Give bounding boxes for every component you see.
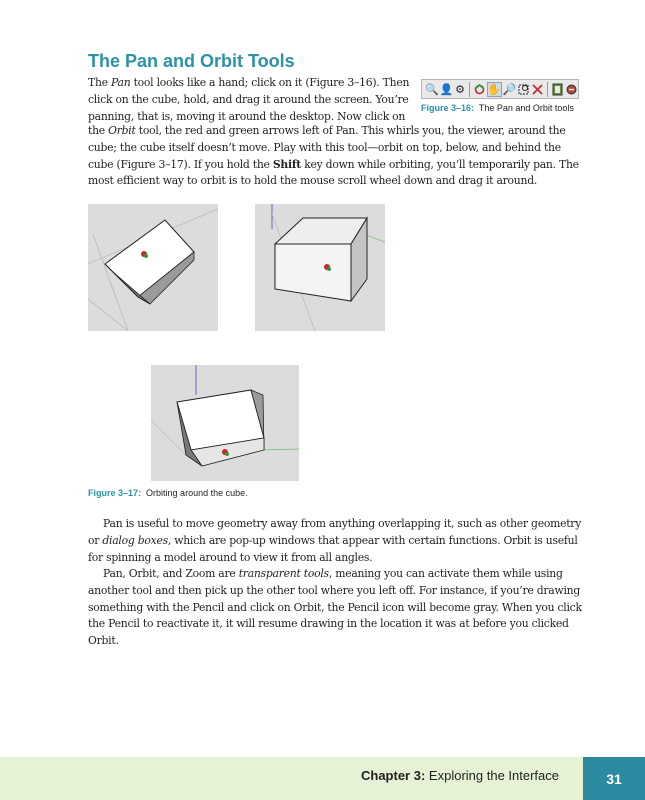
pan-icon: ✋ xyxy=(487,82,501,96)
orbit-view-2-image xyxy=(255,204,385,331)
intro-paragraph-top xyxy=(88,75,413,125)
page-number: 31 xyxy=(583,757,645,800)
para2-line-1: Pan is useful to move geometry away from anything overlapping it, such as other geometry xyxy=(103,517,582,530)
camera-toolbar xyxy=(421,79,579,99)
zoom-icon: 🔎 xyxy=(502,82,517,96)
intro-line-4: the Orbit tool, the red and green arrows left of Pan. This whirls you, the viewer, around the xyxy=(88,124,566,137)
page-footer xyxy=(0,757,583,800)
figure-3-17-caption: Figure 3–17: Orbiting around the cube. xyxy=(88,488,248,498)
para3-line-4: the Pencil to reactivate it, it will resume drawing in the location it was at before you clicked xyxy=(88,617,569,631)
intro-line-3: panning, that is, moving it around the desktop. Now click on xyxy=(88,109,406,123)
para2-line-2: or dialog boxes, which are pop-up windows that appear with certain functions. Orbit is useful xyxy=(88,533,578,547)
zoom-window-icon xyxy=(517,82,530,97)
walk-icon: ⚙ xyxy=(455,82,466,96)
para3-line-1: Pan, Orbit, and Zoom are transparent tools, meaning you can activate them while using xyxy=(103,567,563,580)
section-title: The Pan and Orbit Tools xyxy=(88,51,295,71)
position-camera-icon: 👤 xyxy=(439,82,454,96)
previous-view-icon xyxy=(551,82,564,97)
paragraph-pan-usage xyxy=(88,516,582,566)
orbit-view-1-image xyxy=(88,204,218,331)
figure-3-16-caption: Figure 3–16: The Pan and Orbit tools xyxy=(421,103,574,113)
intro-line-2: click on the cube, hold, and drag it around the screen. You’re xyxy=(88,92,409,106)
zoom-window-icon: 🔍 xyxy=(425,82,439,96)
intro-line-5: cube; the cube itself doesn’t move. Play with this tool—orbit on top, below, and behind the xyxy=(88,140,561,154)
toolbar-divider xyxy=(469,82,470,97)
toolbar-divider xyxy=(547,82,548,97)
orbit-icon xyxy=(473,82,486,97)
intro-line-6: cube (Figure 3–17). If you hold the Shift key down while orbiting, you’ll temporarily pan. The xyxy=(88,157,579,171)
para3-line-2: another tool and then pick up the other tool where you left off. For instance, if you’re drawing xyxy=(88,583,581,597)
intro-paragraph-bottom xyxy=(88,123,578,190)
para3-line-5: Orbit. xyxy=(88,634,119,648)
next-view-icon xyxy=(565,82,578,97)
orbit-view-3-image xyxy=(151,365,299,481)
intro-line-1: The Pan tool looks like a hand; click on it (Figure 3–16). Then xyxy=(88,76,410,89)
para3-line-3: something with the Pencil and click on Orbit, the Pencil icon will become gray. When you click xyxy=(88,600,582,614)
para2-line-3: for spinning a model around to view it from all angles. xyxy=(88,550,373,564)
paragraph-transparent-tools xyxy=(88,566,582,650)
intro-line-7: most efficient way to orbit is to hold the mouse scroll wheel down and drag it around. xyxy=(88,174,538,188)
zoom-extents-icon xyxy=(531,82,544,97)
chapter-running-head: Chapter 3: Exploring the Interface xyxy=(361,768,559,783)
